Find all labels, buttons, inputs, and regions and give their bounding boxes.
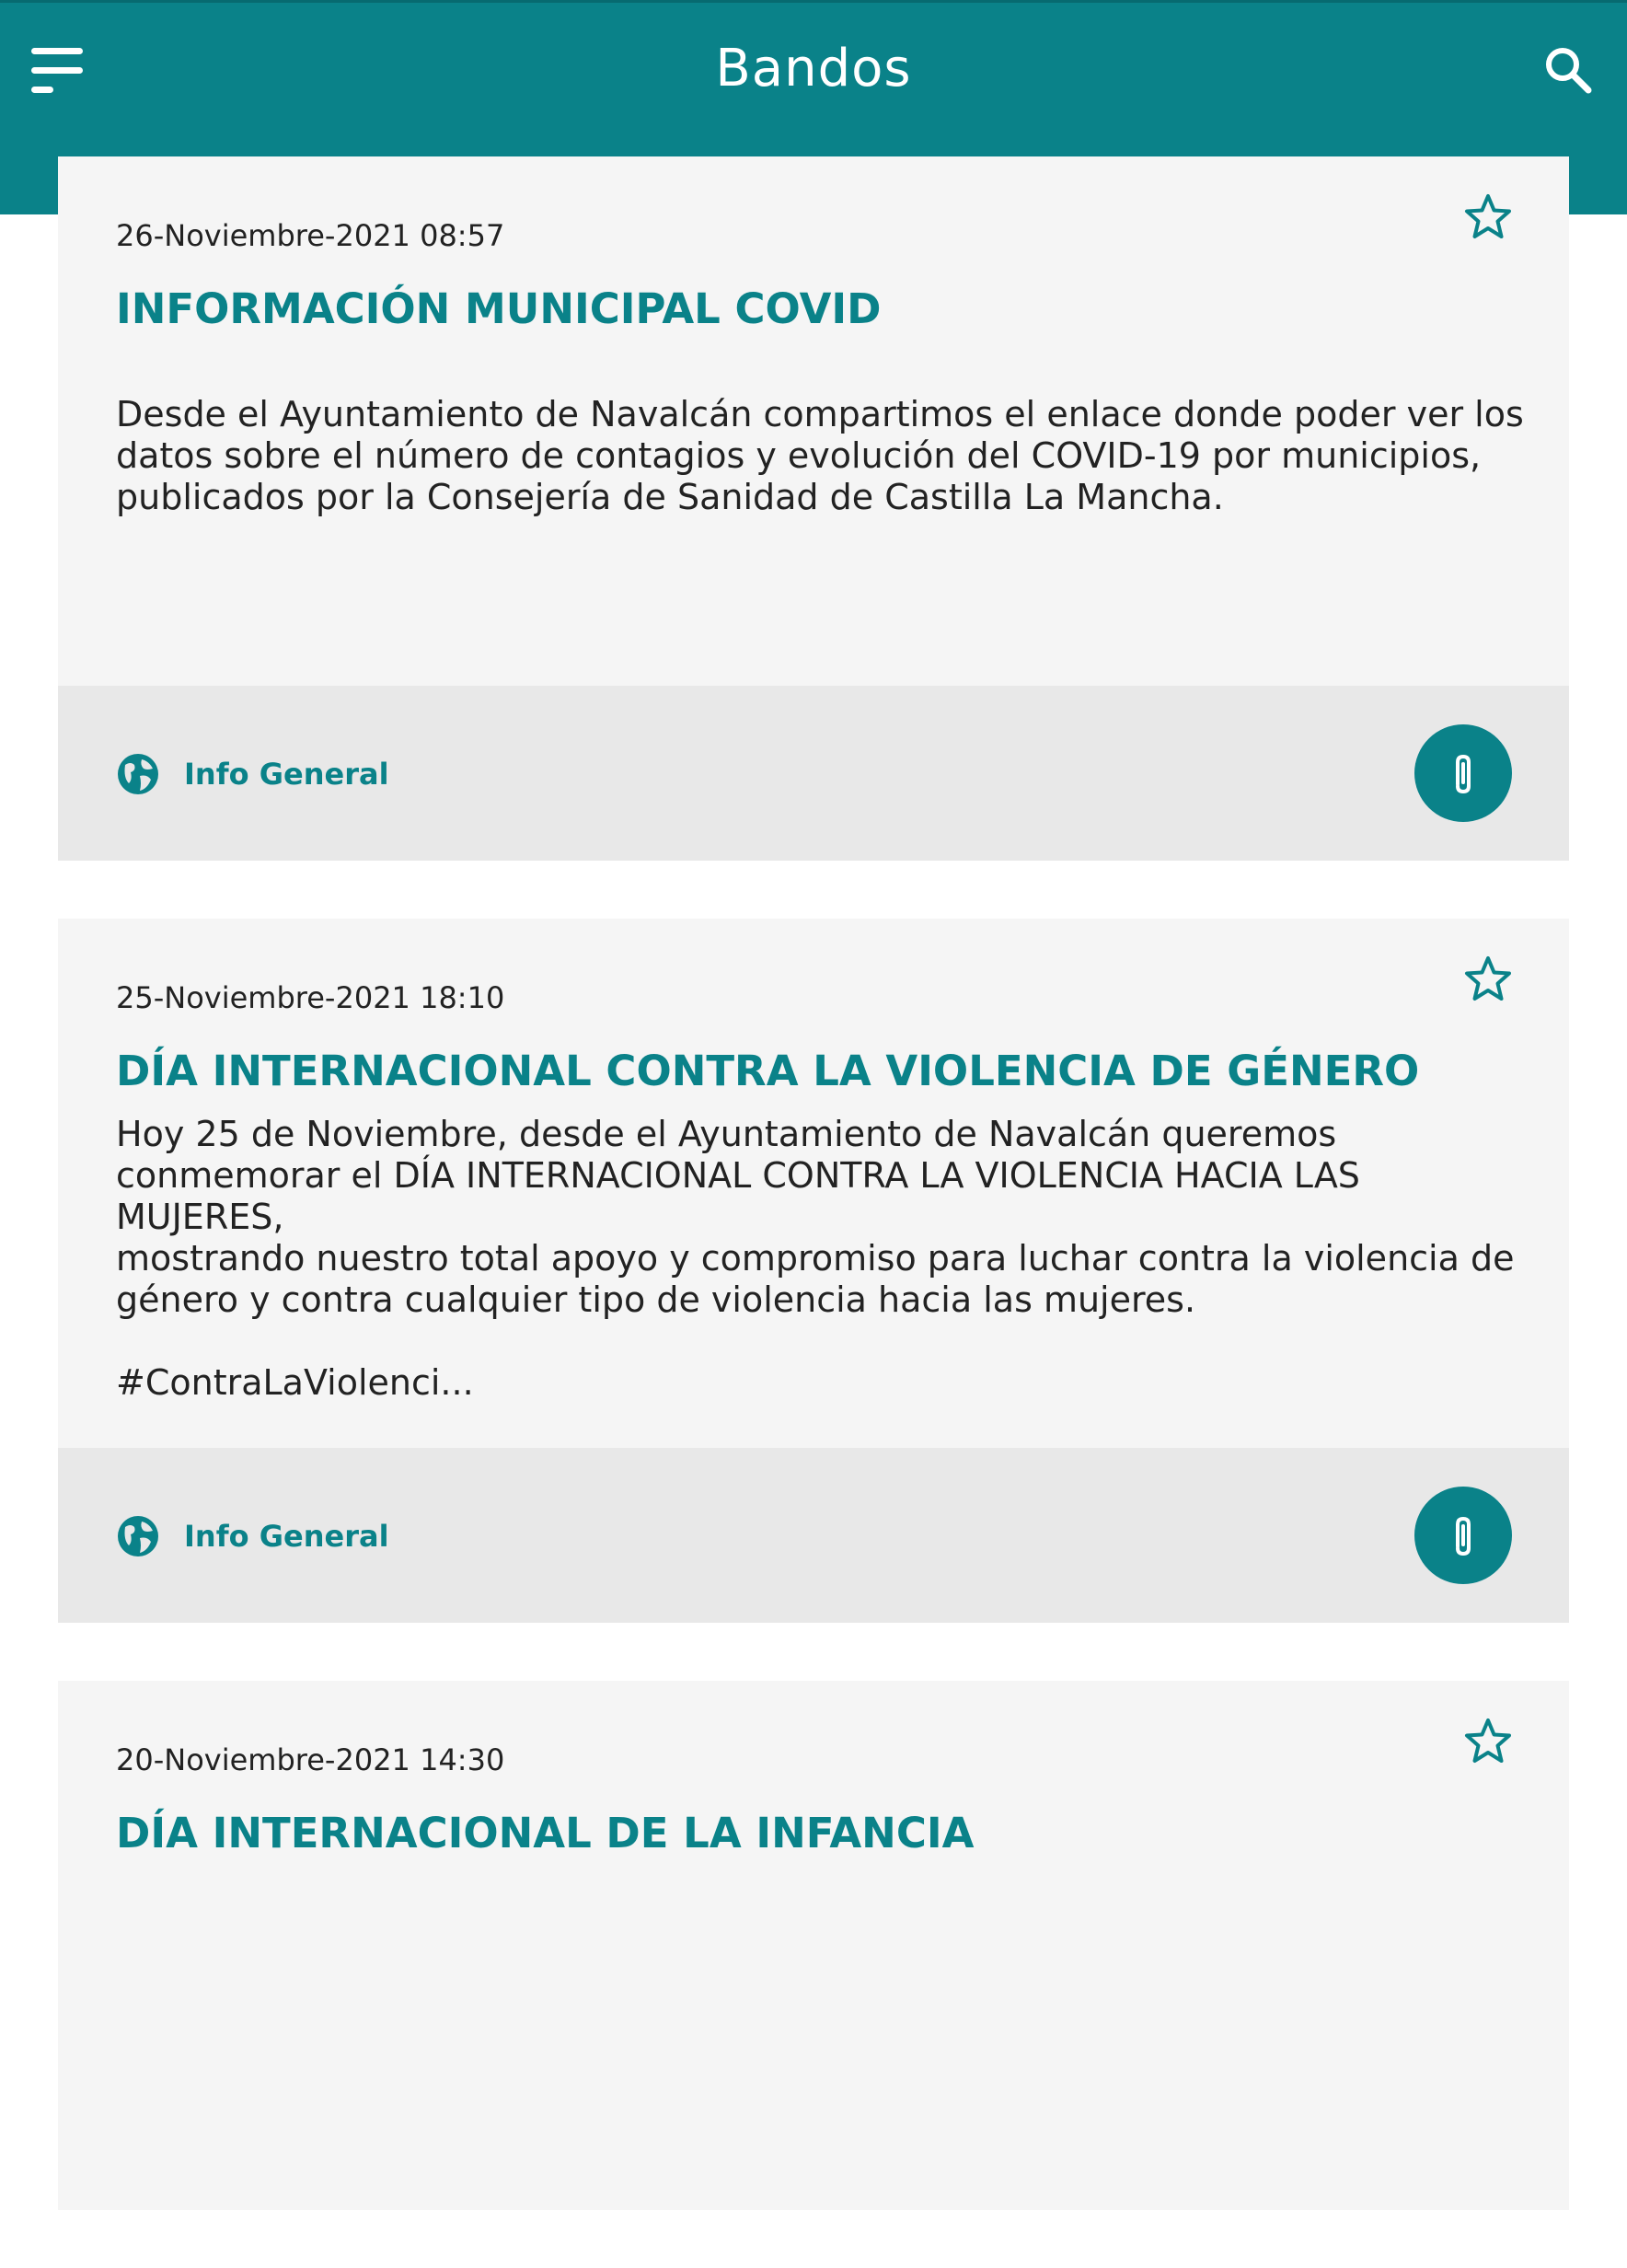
bando-card[interactable] — [58, 1681, 1569, 2210]
status-divider — [0, 0, 1627, 3]
globe-icon — [116, 1514, 160, 1558]
card-footer — [58, 686, 1569, 861]
card-footer — [58, 1448, 1569, 1623]
card-body[interactable] — [58, 919, 1569, 1448]
star-outline-icon[interactable] — [1462, 954, 1514, 1005]
search-icon[interactable] — [1542, 44, 1594, 96]
category-link[interactable]: Info General — [184, 1519, 389, 1554]
card-title: DÍA INTERNACIONAL CONTRA LA VIOLENCIA DE GÉNERO — [116, 1047, 1420, 1095]
card-title: INFORMACIÓN MUNICIPAL COVID — [116, 284, 882, 333]
attachment-button[interactable] — [1414, 1487, 1512, 1584]
globe-icon — [116, 752, 160, 796]
card-body[interactable] — [58, 156, 1569, 686]
card-text: Desde el Ayuntamiento de Navalcán compartimos el enlace donde poder ver los datos sobre el número de contagios y evolución del COVID-19 por municipios, publicados por la Consejería de Sanidad de Castilla La Mancha. — [116, 394, 1524, 517]
bando-card[interactable] — [58, 156, 1569, 861]
card-date: 25-Noviembre-2021 18:10 — [116, 980, 505, 1015]
card-text: Hoy 25 de Noviembre, desde el Ayuntamiento de Navalcán queremos conmemorar el DÍA INTERNACIONAL CONTRA LA VIOLENCIA HACIA LAS MUJERES, mostrando nuestro total apoyo y compromiso para luchar contra la violencia de género y contra cualquier tipo de violencia hacia las mujeres. #ContraLaViolenci... — [116, 1114, 1515, 1403]
bando-card[interactable] — [58, 919, 1569, 1623]
star-outline-icon[interactable] — [1462, 1716, 1514, 1767]
paperclip-icon — [1439, 749, 1487, 797]
category-link[interactable]: Info General — [184, 757, 389, 792]
card-date: 26-Noviembre-2021 08:57 — [116, 218, 505, 253]
bandos-list — [58, 156, 1569, 2268]
paperclip-icon — [1439, 1511, 1487, 1559]
card-date: 20-Noviembre-2021 14:30 — [116, 1742, 505, 1777]
card-title: DÍA INTERNACIONAL DE LA INFANCIA — [116, 1809, 975, 1857]
attachment-button[interactable] — [1414, 724, 1512, 822]
page-title: Bandos — [715, 39, 912, 98]
card-body[interactable] — [58, 1681, 1569, 2210]
star-outline-icon[interactable] — [1462, 191, 1514, 243]
